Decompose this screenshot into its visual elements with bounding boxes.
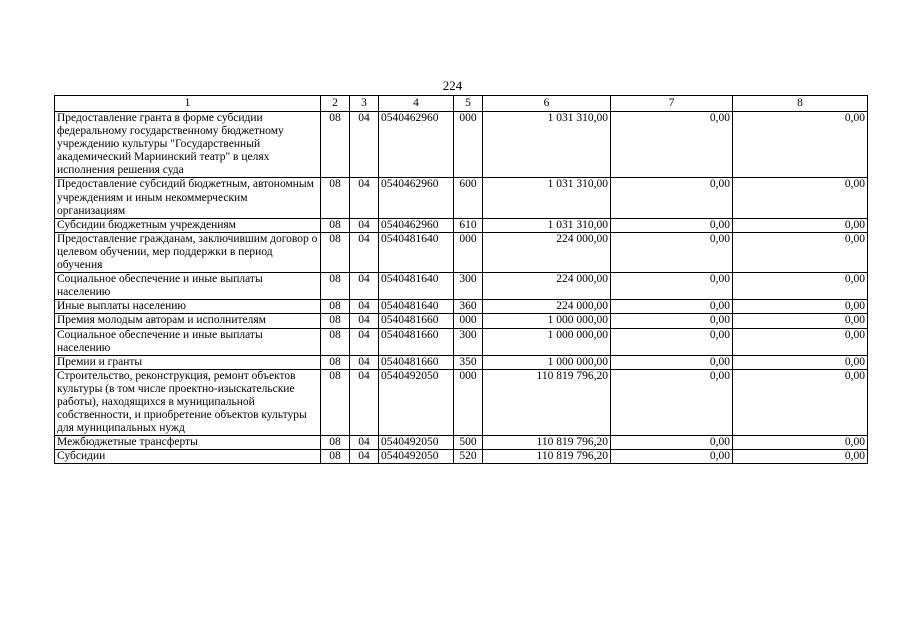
section-code: 08 bbox=[321, 218, 350, 232]
amount-col7: 0,00 bbox=[611, 178, 733, 218]
subsection-code: 04 bbox=[350, 218, 379, 232]
table-row bbox=[55, 232, 868, 272]
target-article-code: 0540492050 bbox=[379, 436, 454, 450]
amount-col8: 0,00 bbox=[733, 232, 868, 272]
amount-col7: 0,00 bbox=[611, 218, 733, 232]
amount-col8: 0,00 bbox=[733, 355, 868, 369]
amount-col6: 110 819 796,20 bbox=[483, 436, 611, 450]
expense-type-code: 300 bbox=[454, 273, 483, 300]
table-row bbox=[55, 112, 868, 178]
column-header: 1 bbox=[55, 96, 321, 112]
amount-col8: 0,00 bbox=[733, 450, 868, 464]
header-row bbox=[55, 96, 868, 112]
subsection-code: 04 bbox=[350, 369, 379, 435]
row-name: Социальное обеспечение и иные выплаты населению bbox=[55, 273, 321, 300]
row-name: Субсидии бюджетным учреждениям bbox=[55, 218, 321, 232]
amount-col7: 0,00 bbox=[611, 369, 733, 435]
target-article-code: 0540462960 bbox=[379, 112, 454, 178]
amount-col8: 0,00 bbox=[733, 314, 868, 328]
section-code: 08 bbox=[321, 450, 350, 464]
amount-col6: 1 000 000,00 bbox=[483, 328, 611, 355]
section-code: 08 bbox=[321, 314, 350, 328]
target-article-code: 0540462960 bbox=[379, 218, 454, 232]
row-name: Межбюджетные трансферты bbox=[55, 436, 321, 450]
amount-col8: 0,00 bbox=[733, 178, 868, 218]
target-article-code: 0540481640 bbox=[379, 232, 454, 272]
subsection-code: 04 bbox=[350, 112, 379, 178]
expense-type-code: 000 bbox=[454, 232, 483, 272]
amount-col7: 0,00 bbox=[611, 328, 733, 355]
expense-type-code: 300 bbox=[454, 328, 483, 355]
amount-col6: 110 819 796,20 bbox=[483, 369, 611, 435]
amount-col8: 0,00 bbox=[733, 328, 868, 355]
amount-col6: 110 819 796,20 bbox=[483, 450, 611, 464]
amount-col6: 1 000 000,00 bbox=[483, 314, 611, 328]
amount-col6: 224 000,00 bbox=[483, 232, 611, 272]
row-name: Социальное обеспечение и иные выплаты населению bbox=[55, 328, 321, 355]
table-row bbox=[55, 178, 868, 218]
row-name: Иные выплаты населению bbox=[55, 300, 321, 314]
subsection-code: 04 bbox=[350, 232, 379, 272]
expense-type-code: 500 bbox=[454, 436, 483, 450]
column-header: 6 bbox=[483, 96, 611, 112]
expense-type-code: 600 bbox=[454, 178, 483, 218]
subsection-code: 04 bbox=[350, 328, 379, 355]
target-article-code: 0540481640 bbox=[379, 300, 454, 314]
target-article-code: 0540462960 bbox=[379, 178, 454, 218]
subsection-code: 04 bbox=[350, 314, 379, 328]
amount-col7: 0,00 bbox=[611, 450, 733, 464]
row-name: Предоставление гранта в форме субсидии федеральному государственному бюджетному учреждению культуры "Государственный академический Мариинский театр" в целях исполнения решения суда bbox=[55, 112, 321, 178]
section-code: 08 bbox=[321, 328, 350, 355]
subsection-code: 04 bbox=[350, 273, 379, 300]
column-header: 2 bbox=[321, 96, 350, 112]
table-row bbox=[55, 300, 868, 314]
section-code: 08 bbox=[321, 436, 350, 450]
amount-col6: 1 031 310,00 bbox=[483, 218, 611, 232]
target-article-code: 0540481660 bbox=[379, 328, 454, 355]
amount-col6: 224 000,00 bbox=[483, 273, 611, 300]
row-name: Предоставление субсидий бюджетным, автономным учреждениям и иным некоммерческим организациям bbox=[55, 178, 321, 218]
expense-type-code: 520 bbox=[454, 450, 483, 464]
amount-col8: 0,00 bbox=[733, 218, 868, 232]
subsection-code: 04 bbox=[350, 355, 379, 369]
target-article-code: 0540481660 bbox=[379, 314, 454, 328]
table-row bbox=[55, 314, 868, 328]
section-code: 08 bbox=[321, 369, 350, 435]
column-header: 4 bbox=[379, 96, 454, 112]
expense-type-code: 610 bbox=[454, 218, 483, 232]
page-number: 224 bbox=[442, 78, 463, 93]
row-name: Предоставление гражданам, заключившим договор о целевом обучении, мер поддержки в период обучения bbox=[55, 232, 321, 272]
subsection-code: 04 bbox=[350, 436, 379, 450]
row-name: Субсидии bbox=[55, 450, 321, 464]
amount-col7: 0,00 bbox=[611, 273, 733, 300]
amount-col6: 1 031 310,00 bbox=[483, 178, 611, 218]
table-row bbox=[55, 218, 868, 232]
amount-col8: 0,00 bbox=[733, 300, 868, 314]
amount-col6: 224 000,00 bbox=[483, 300, 611, 314]
amount-col7: 0,00 bbox=[611, 300, 733, 314]
amount-col7: 0,00 bbox=[611, 436, 733, 450]
subsection-code: 04 bbox=[350, 450, 379, 464]
section-code: 08 bbox=[321, 273, 350, 300]
row-name: Премия молодым авторам и исполнителям bbox=[55, 314, 321, 328]
amount-col8: 0,00 bbox=[733, 273, 868, 300]
amount-col6: 1 031 310,00 bbox=[483, 112, 611, 178]
table-row bbox=[55, 355, 868, 369]
amount-col7: 0,00 bbox=[611, 232, 733, 272]
table-row bbox=[55, 436, 868, 450]
subsection-code: 04 bbox=[350, 178, 379, 218]
table-row bbox=[55, 450, 868, 464]
expense-type-code: 360 bbox=[454, 300, 483, 314]
expense-type-code: 000 bbox=[454, 112, 483, 178]
amount-col8: 0,00 bbox=[733, 436, 868, 450]
amount-col8: 0,00 bbox=[733, 369, 868, 435]
row-name: Премии и гранты bbox=[55, 355, 321, 369]
expense-type-code: 000 bbox=[454, 314, 483, 328]
column-header: 7 bbox=[611, 96, 733, 112]
section-code: 08 bbox=[321, 355, 350, 369]
amount-col7: 0,00 bbox=[611, 314, 733, 328]
amount-col7: 0,00 bbox=[611, 112, 733, 178]
subsection-code: 04 bbox=[350, 300, 379, 314]
column-header: 5 bbox=[454, 96, 483, 112]
column-header: 3 bbox=[350, 96, 379, 112]
section-code: 08 bbox=[321, 300, 350, 314]
table-row bbox=[55, 369, 868, 435]
section-code: 08 bbox=[321, 232, 350, 272]
target-article-code: 0540492050 bbox=[379, 369, 454, 435]
table-row bbox=[55, 328, 868, 355]
amount-col7: 0,00 bbox=[611, 355, 733, 369]
table-row bbox=[55, 273, 868, 300]
row-name: Строительство, реконструкция, ремонт объектов культуры (в том числе проектно-изыскательские работы), находящихся в муниципальной собственности, и приобретение объектов культуры для муниципальных нужд bbox=[55, 369, 321, 435]
target-article-code: 0540481660 bbox=[379, 355, 454, 369]
expense-type-code: 000 bbox=[454, 369, 483, 435]
amount-col6: 1 000 000,00 bbox=[483, 355, 611, 369]
target-article-code: 0540481640 bbox=[379, 273, 454, 300]
expense-type-code: 350 bbox=[454, 355, 483, 369]
target-article-code: 0540492050 bbox=[379, 450, 454, 464]
column-header: 8 bbox=[733, 96, 868, 112]
budget-table bbox=[54, 95, 868, 464]
section-code: 08 bbox=[321, 112, 350, 178]
section-code: 08 bbox=[321, 178, 350, 218]
amount-col8: 0,00 bbox=[733, 112, 868, 178]
